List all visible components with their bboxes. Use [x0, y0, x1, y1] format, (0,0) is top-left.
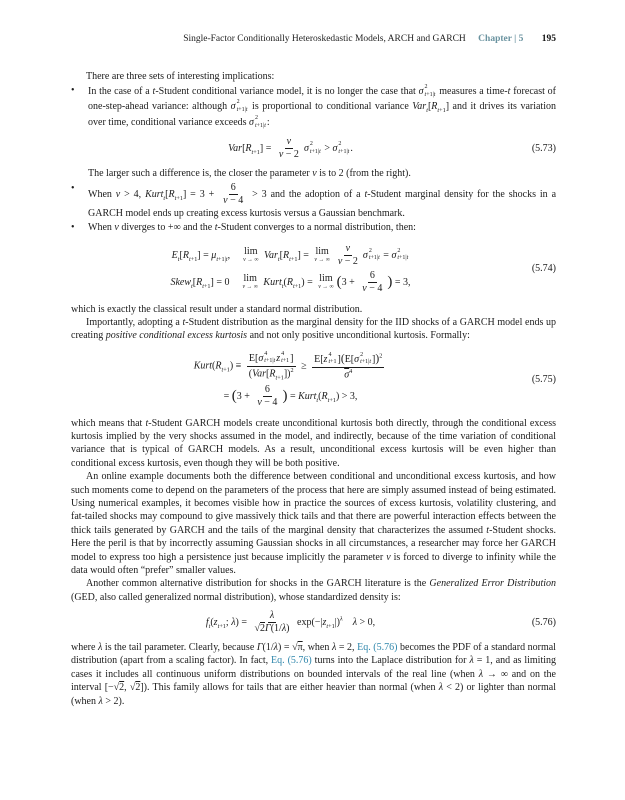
eq-576-link-2[interactable]: Eq. (5.76): [271, 655, 312, 667]
page-body: [71, 70, 556, 708]
equation-5-74-body: [71, 241, 510, 297]
eq-576-link-1[interactable]: Eq. (5.76): [357, 642, 398, 654]
running-head-title: Single-Factor Conditionally Heteroskedastic Models, ARCH and GARCH: [183, 34, 466, 44]
bullet-marker: •: [71, 182, 75, 194]
importantly-paragraph: Importantly, adopting a t-Student distribution as the marginal density for the IID shocks of a GARCH model ends up creating positive conditional excess kurtosis and not only positive unconditional kurtosis. Formally:: [71, 317, 557, 342]
equation-5-74-line2: $Skew_t[R_{t+1}] = 0$ lim ν → ∞ $Kurt_t(R_{t+1})$ = lim ν → ∞ (3 + $\frac{6}{\nu - 4}$ ) = 3,: [170, 269, 411, 294]
bullet-item-3: [71, 221, 556, 234]
equation-5-76: [71, 610, 556, 635]
equation-5-75-line1: $Kurt(R_{t+1})$ ≡ E[σ 4 t+1|t z 4 t+1 ] $(Var[R_{t+1}])^2$ ≥ E[z 4 t+1 ](E[σ 2 t+1|t ])$^2$ $\overline{\sigma}^4$: [193, 350, 383, 382]
page-number: 195: [541, 34, 556, 44]
after-eq74-paragraph: which is exactly the classical result under a standard normal distribution.: [71, 303, 363, 315]
which-means-paragraph: which means that t-Student GARCH models create unconditional kurtosis both directly, through the conditional excess kurtosis implied by the very shocks assumed in the model, and indirectly, because of the time variation of conditional variance that is typical of GARCH models. As a result, unconditional excess kurtosis will be even higher than conditional excess kurtosis, even though they will be both positive.: [71, 417, 556, 469]
bullet-1-note: The larger such a difference is, the closer the parameter ν is to 2 (from the right).: [88, 168, 411, 180]
bullet-item-1: [71, 84, 556, 130]
bullet-2-text: When ν > 4, $Kurt_t[R_{t+1}] = 3$ + $\frac{6}{\nu - 4}$ > 3 and the adoption of a t-Student marginal density for the shocks in a GARCH model ends up creating excess kurtosis versus a Gaussian benchmark.: [88, 181, 557, 219]
equation-5-76-body: $f_t(z_{t+1}$; λ) = $\frac{\lambda}{√2\Gamma(1/\lambda)}$ $\exp(-|z_{t+1}|)^\lambda$ λ > 0,: [205, 610, 376, 635]
equation-5-74-line1: $E_t[R_{t+1}] = \mu_{t+1|t}$, lim ν → ∞ $Var_t[R_{t+1}]$ = lim ν → ∞ $\frac{\nu}{\nu - 2}$ σ 2 t+1|t = σ 2 t+1|t: [171, 242, 409, 267]
equation-5-75-body: [71, 349, 510, 411]
equation-5-74-number: (5.74): [531, 262, 556, 274]
page-header: [71, 34, 556, 44]
intro-paragraph: There are three sets of interesting implications:: [86, 71, 275, 82]
bullet-marker: •: [71, 222, 75, 234]
equation-5-75-number: (5.75): [531, 374, 556, 386]
equation-5-75: [71, 349, 556, 411]
equation-5-73-body: $Var[R_{t+1}]$ = $\frac{\nu}{\nu - 2}$ σ 2 t+1|t > σ 2 t+1|t .: [228, 136, 353, 161]
equation-5-74: [71, 241, 556, 297]
bullet-3-text: When ν diverges to +∞ and the t-Student converges to a normal distribution, then:: [88, 222, 416, 234]
equation-5-75-line2: = (3 + $\frac{6}{\nu - 4}$ ) = $Kurt_t(R_{t+1}) > 3$,: [223, 383, 358, 408]
equation-5-73-number: (5.73): [531, 143, 556, 155]
equation-5-76-number: (5.76): [531, 616, 556, 628]
equation-5-73: [71, 136, 556, 161]
bullet-item-2: [71, 182, 556, 220]
ged-intro-paragraph: Another common alternative distribution for shocks in the GARCH literature is the Generalized Error Distribution (GED, also called generalized normal distribution), whose standardized density is:: [71, 578, 557, 603]
lambda-tail-paragraph: where λ is the tail parameter. Clearly, because Γ(1/λ) = √π, when λ = 2, Eq. (5.76) becomes the PDF of a standard normal distribution (apart from a scaling factor). In fact, Eq. (5.76) turns into the Laplace distribution for λ = 1, and as limiting cases it includes all continuous uniform distributions on bounded intervals of the real line (when λ → ∞ and on the interval [−√2, √2]). This family allows for tails that are either heavier than normal (when λ < 2) or lighter than normal (when λ > 2).: [71, 642, 557, 707]
chapter-label: Chapter | 5: [478, 34, 524, 44]
online-example-paragraph: An online example documents both the difference between conditional and unconditional excess kurtosis, and how such moments come to depend on the parameters of the process that here are simply assumed instead of being estimated. Using numerical examples, it becomes visible how in practice the sources of excess kurtosis, volatility clustering, and fat-tailed shocks may compound to give massively thick tails and that there are powerful interaction effects between the thick tails generated by GARCH and the tails of the marginal density that characterizes the assumed t-Student shocks. Here the peril is that by incorrectly assuming Gaussian shocks in all circumstances, a researcher may force her GARCH model to express too high a persistence just because implicitly the parameter ν is forced to diverge to infinity while the data would often “prefer” smaller values.: [71, 471, 556, 576]
bullet-1-text: In the case of a t-Student conditional variance model, it is no longer the case that σ 2 t+1|t measures a time-t forecast of one-step-ahead variance: although σ 2 t+1|t is proportional to conditional variance $Var_t[R_{t+1}]$ and it drives its variation over time, conditional variance exceeds σ 2 t+1|t :: [88, 84, 557, 129]
bullet-marker: •: [71, 85, 75, 97]
